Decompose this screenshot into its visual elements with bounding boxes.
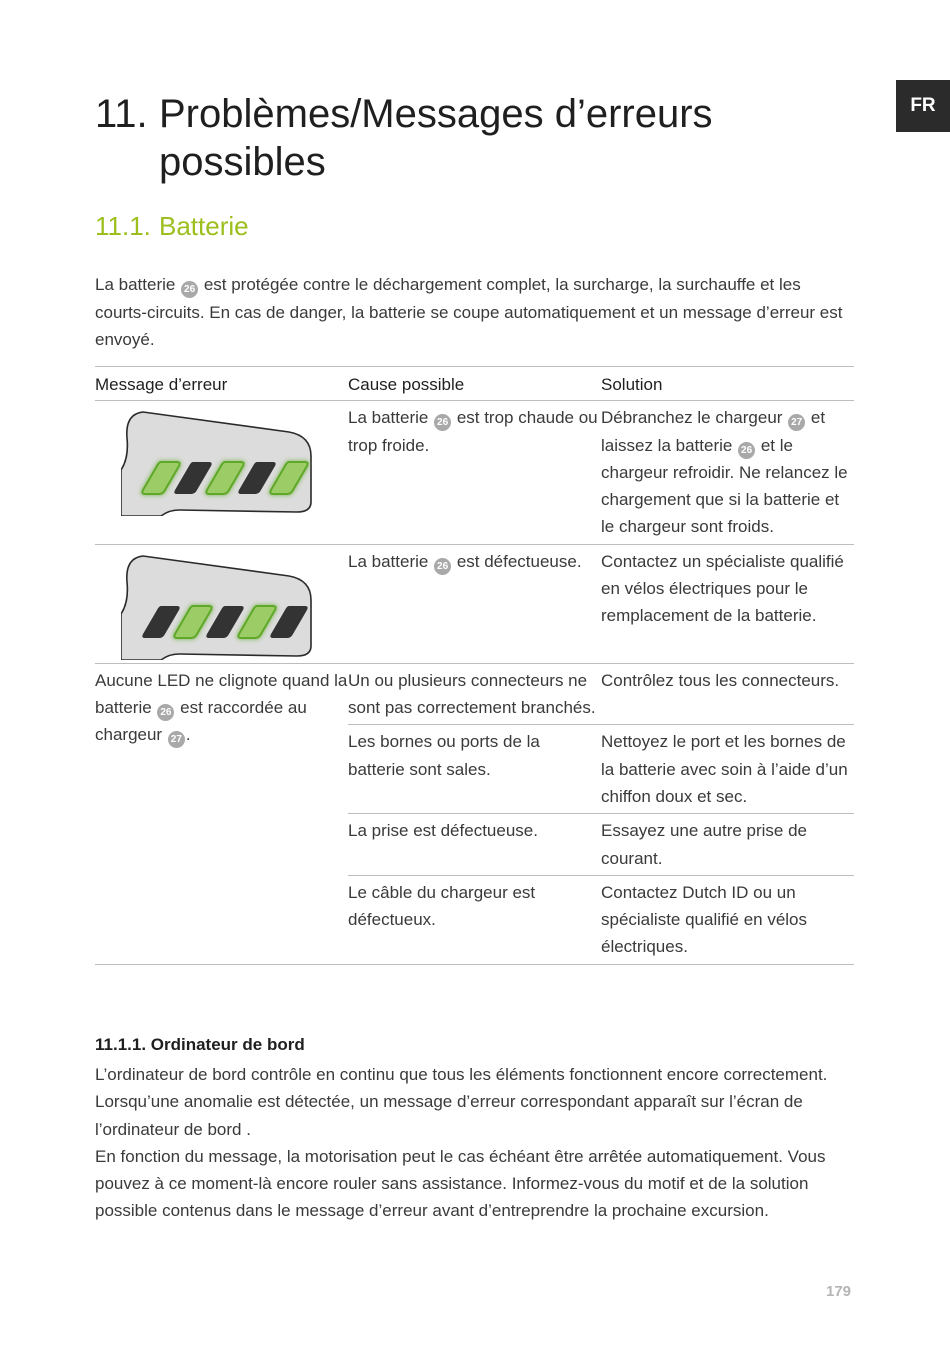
reference-badge: 26 [434, 558, 451, 575]
subsection-body [95, 1061, 860, 1225]
battery-body [121, 556, 311, 660]
paragraph: En fonction du message, la motorisation peut le cas échéant être arrêtée automatiquement. Vous pouvez à ce moment-là encore rouler sans assistance. Informez-vous du motif et de la solution possible contenus dans le message d’erreur avant d’entreprendre la prochaine excursion. [95, 1146, 826, 1221]
battery-led-image-2 [121, 552, 313, 660]
cause-cell [348, 401, 601, 544]
message-cell [95, 544, 348, 663]
cause-text: La batterie [348, 551, 429, 571]
intro-paragraph [95, 271, 855, 354]
language-tab: FR [896, 80, 950, 132]
message-text: . [185, 725, 191, 745]
table-row [95, 544, 854, 663]
reference-badge: 26 [157, 704, 174, 721]
solution-cell: Nettoyez le port et les bornes de la batterie avec soin à l’aide d’un chiffon doux et sec. [601, 725, 854, 814]
message-cell [95, 663, 348, 964]
cause-text: La batterie [348, 408, 429, 428]
subheading-title: Batterie [159, 211, 249, 241]
solution-cell: Contactez Dutch ID ou un spécialiste qualifié en vélos électriques. [601, 875, 854, 964]
header-solution: Solution [601, 367, 854, 401]
message-text: Aucune LED ne clignote quand la batterie [95, 670, 348, 718]
table-header-row [95, 367, 854, 401]
table-row [95, 663, 854, 725]
battery-body [121, 412, 311, 516]
intro-text-2: est protégée contre le déchargement complet, la surcharge, la surchauffe et les courts-circuits. En cas de danger, la batterie se coupe automatiquement et un message d’erreur est envoyé. [95, 275, 843, 349]
header-cause: Cause possible [348, 367, 601, 401]
battery-led-image-1 [121, 408, 313, 516]
solution-cell: Contactez un spécialiste qualifié en vélos électriques pour le remplacement de la batterie. [601, 544, 854, 663]
reference-badge: 26 [738, 442, 755, 459]
cause-cell: Les bornes ou ports de la batterie sont sales. [348, 725, 601, 814]
cause-text: est défectueuse. [456, 551, 582, 571]
reference-badge: 26 [434, 414, 451, 431]
reference-badge: 26 [181, 281, 198, 298]
page-number: 179 [826, 1283, 852, 1300]
header-message: Message d’erreur [95, 367, 348, 401]
subsection-heading: 11.1.1. Ordinateur de bord [95, 1035, 305, 1054]
solution-cell: Contrôlez tous les connecteurs. [601, 663, 854, 725]
page-title [95, 90, 815, 186]
paragraph: L’ordinateur de bord contrôle en continu que tous les éléments fonctionnent encore correctement. Lorsqu’une anomalie est détectée, un message d’erreur correspondant apparaît sur l’écran de l’ordinateur de bord . [95, 1065, 828, 1139]
solution-cell [601, 401, 854, 544]
cause-cell: Le câble du chargeur est défectueux. [348, 875, 601, 964]
table-row [95, 401, 854, 544]
solution-text: Débranchez le chargeur [601, 408, 783, 428]
intro-text-1: La batterie [95, 275, 176, 294]
reference-badge: 27 [168, 731, 185, 748]
cause-cell: La prise est défectueuse. [348, 814, 601, 876]
solution-text: et le chargeur refroidir. Ne relancez le chargement que si la batterie et le chargeur sont froids. [601, 435, 848, 537]
cause-cell: Un ou plusieurs connecteurs ne sont pas correctement branchés. [348, 663, 601, 725]
heading-title: Problèmes/Messages d’erreurs possibles [159, 92, 713, 184]
solution-cell: Essayez une autre prise de courant. [601, 814, 854, 876]
message-cell [95, 401, 348, 544]
heading-number: 11. [95, 92, 148, 136]
solution-text: et laissez la batterie [601, 408, 826, 455]
error-table [95, 366, 854, 965]
reference-badge: 27 [788, 414, 805, 431]
section-heading [95, 211, 249, 242]
cause-cell [348, 544, 601, 663]
subheading-number: 11.1. [95, 211, 151, 241]
cause-text: est trop chaude ou trop froide. [348, 408, 598, 455]
message-text: est raccordée au chargeur [95, 698, 307, 745]
